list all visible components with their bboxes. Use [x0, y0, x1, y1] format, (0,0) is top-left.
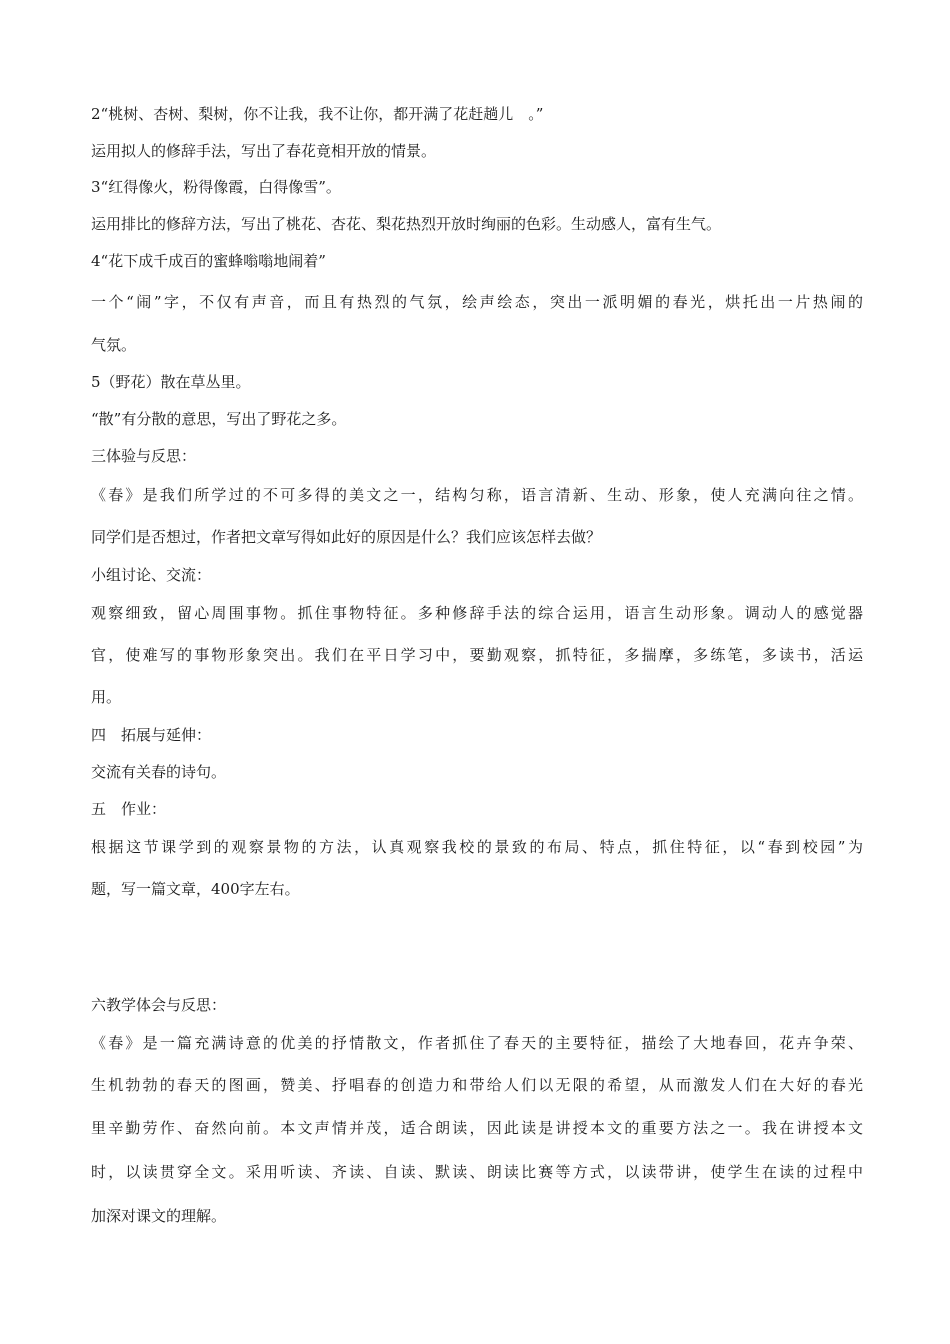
text-line: 小组讨论、交流：	[91, 566, 212, 584]
text-line: 加深对课文的理解。	[91, 1207, 227, 1225]
text-line: 观察细致，留心周围事物。抓住事物特征。多种修辞手法的综合运用，语言生动形象。调动人的感觉器	[91, 604, 863, 622]
text-line: 官，使难写的事物形象突出。我们在平日学习中，要勤观察，抓特征，多揣摩，多练笔，多读书，活运	[91, 646, 863, 664]
text-line: 气氛。	[91, 336, 137, 354]
text-line: 一个“闹”字，不仅有声音，而且有热烈的气氛，绘声绘态，突出一派明媚的春光，烘托出一片热闹的	[91, 293, 863, 311]
section-heading: 五 作业：	[91, 800, 167, 818]
text-line: 时，以读贯穿全文。采用听读、齐读、自读、默读、朗读比赛等方式，以读带讲，使学生在读的过程中	[91, 1163, 863, 1181]
text-line: 5（野花）散在草丛里。	[91, 373, 251, 391]
text-line: 同学们是否想过，作者把文章写得如此好的原因是什么？我们应该怎样去做？	[91, 528, 602, 546]
text-line: 题，写一篇文章，400字左右。	[91, 880, 300, 898]
section-heading: 三体验与反思：	[91, 447, 197, 465]
text-line: 《春》是我们所学过的不可多得的美文之一，结构匀称，语言清新、生动、形象，使人充满向往之情。	[91, 486, 863, 504]
text-line: 运用排比的修辞方法，写出了桃花、杏花、梨花热烈开放时绚丽的色彩。生动感人，富有生气。	[91, 215, 722, 233]
text-line: 4“花下成千成百的蜜蜂嗡嗡地闹着”	[91, 252, 326, 270]
text-line: 《春》是一篇充满诗意的优美的抒情散文，作者抓住了春天的主要特征，描绘了大地春回，花卉争荣、	[91, 1034, 863, 1052]
text-line: 用。	[91, 688, 122, 706]
text-line: 生机勃勃的春天的图画，赞美、抒唱春的创造力和带给人们以无限的希望，从而激发人们在大好的春光	[91, 1076, 863, 1094]
text-line: “散”有分散的意思，写出了野花之多。	[91, 410, 347, 428]
text-line: 根据这节课学到的观察景物的方法，认真观察我校的景致的布局、特点，抓住特征，以“春到校园”为	[91, 838, 863, 856]
section-heading: 四 拓展与延伸：	[91, 726, 212, 744]
text-line: 运用拟人的修辞手法，写出了春花竟相开放的情景。	[91, 142, 437, 160]
text-line: 交流有关春的诗句。	[91, 763, 227, 781]
text-line: 里辛勤劳作、奋然向前。本文声情并茂，适合朗读，因此读是讲授本文的重要方法之一。我在讲授本文	[91, 1119, 863, 1137]
text-line: 3“红得像火，粉得像霞，白得像雪”。	[91, 178, 341, 196]
section-heading: 六教学体会与反思：	[91, 996, 227, 1014]
text-line: 2“桃树、杏树、梨树，你不让我，我不让你，都开满了花赶趟儿 。”	[91, 105, 544, 123]
